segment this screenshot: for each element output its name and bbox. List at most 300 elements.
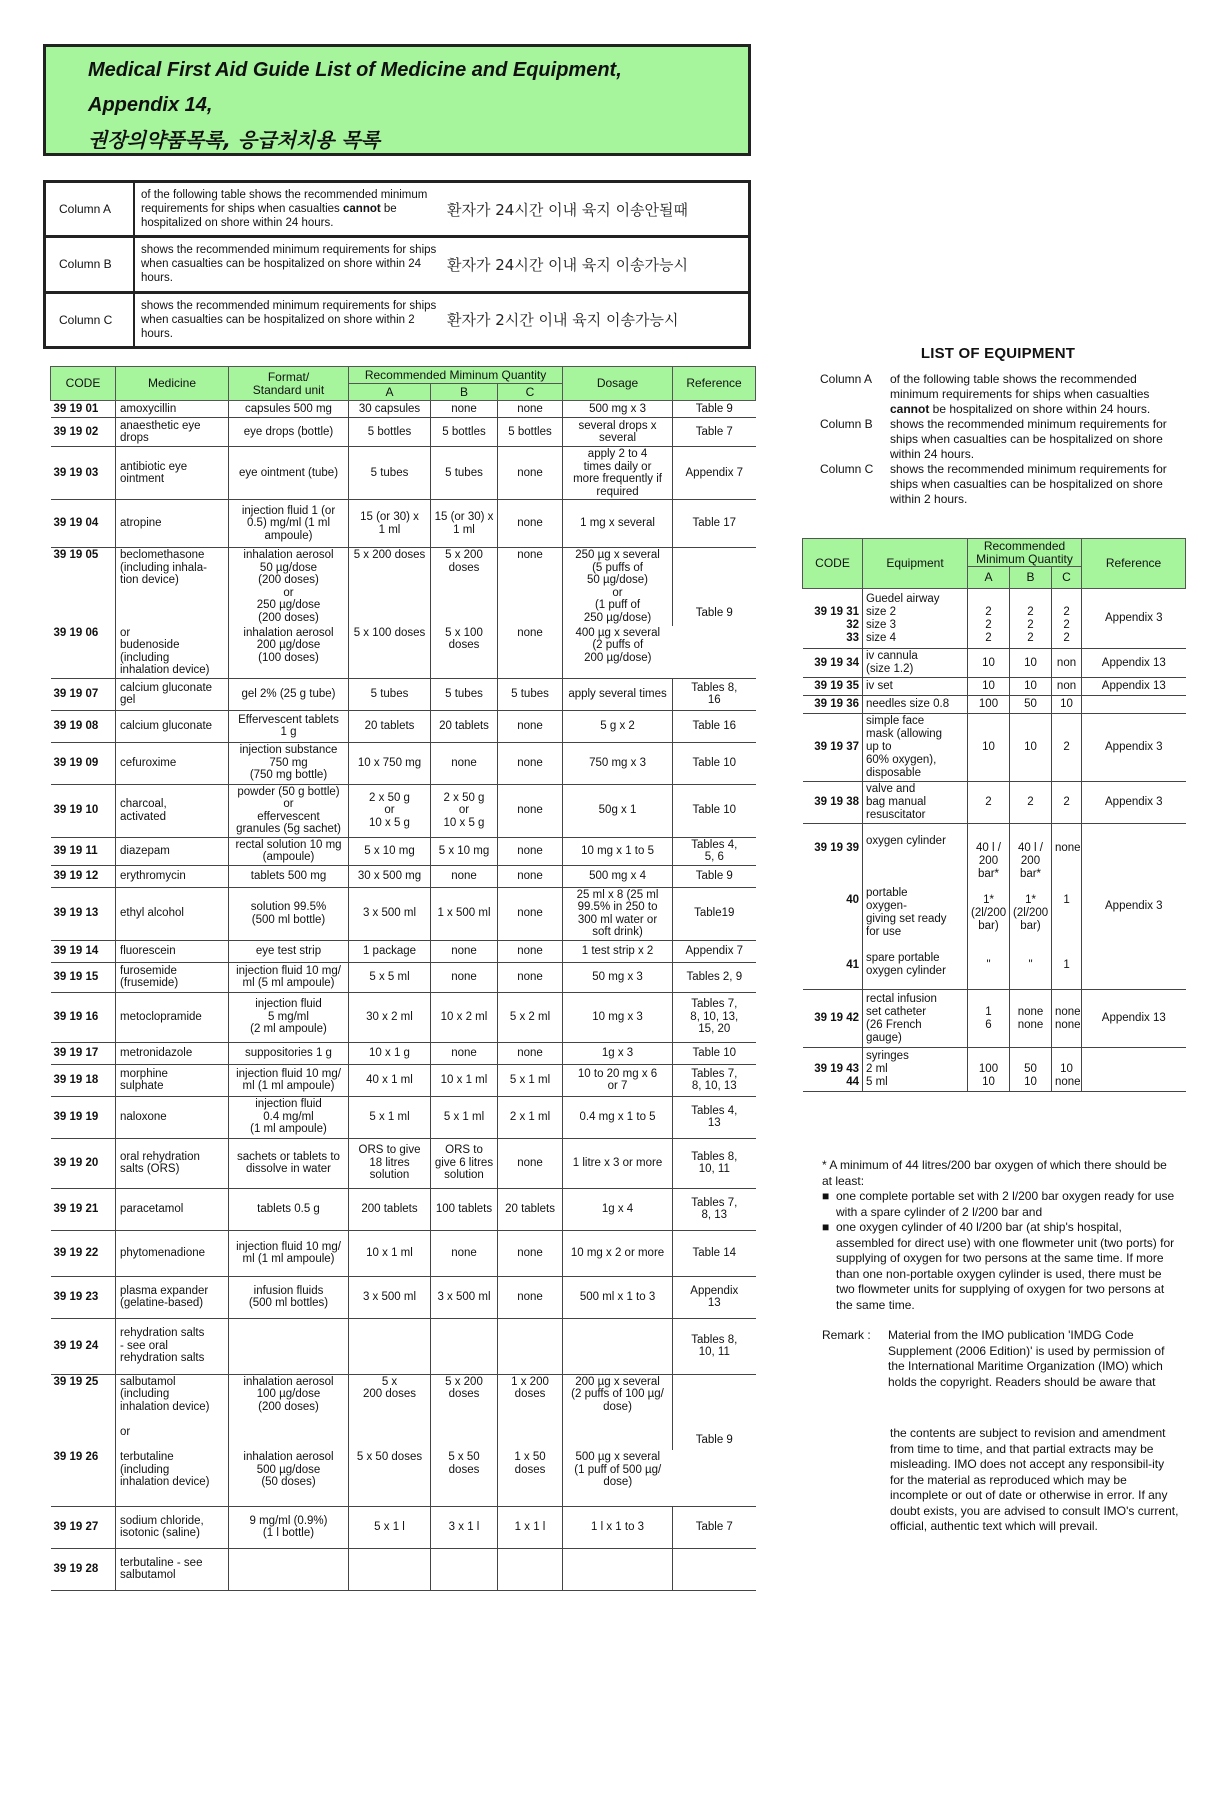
equipment-reference: Appendix 3 bbox=[1082, 782, 1186, 824]
medicine-row bbox=[51, 887, 756, 940]
equipment-quantity-a: 10 bbox=[968, 649, 1010, 678]
medicine-reference: Table 14 bbox=[673, 1230, 756, 1276]
medicine-name: charcoal, activated bbox=[116, 784, 229, 837]
medicine-row bbox=[51, 1276, 756, 1318]
medicine-reference: Tables 4, 5, 6 bbox=[673, 837, 756, 865]
legend-label: Column A bbox=[45, 182, 135, 237]
quantity-b: 5 x 200 doses bbox=[431, 548, 498, 626]
equipment-row bbox=[803, 1048, 1186, 1092]
equipment-row bbox=[803, 696, 1186, 714]
medicine-row bbox=[51, 865, 756, 887]
equipment-name: rectal infusion set catheter (26 French gauge) bbox=[863, 990, 968, 1048]
equipment-code: 39 19 37 bbox=[803, 714, 863, 782]
medicine-reference: Appendix 7 bbox=[673, 940, 756, 962]
quantity-c: 5 tubes bbox=[498, 678, 563, 710]
medicine-dosage: 10 to 20 mg x 6 or 7 bbox=[563, 1064, 673, 1096]
equipment-quantity-a: 1 6 bbox=[968, 990, 1010, 1048]
equipment-table bbox=[802, 538, 1186, 1092]
medicine-row bbox=[51, 1230, 756, 1276]
equipment-title: LIST OF EQUIPMENT bbox=[920, 345, 1076, 362]
quantity-c: none bbox=[498, 1042, 563, 1064]
quantity-c: none bbox=[498, 865, 563, 887]
medicine-format: infusion fluids (500 ml bottles) bbox=[229, 1276, 349, 1318]
medicine-code: 39 19 23 bbox=[51, 1276, 116, 1318]
quantity-a: 30 x 2 ml bbox=[349, 992, 431, 1042]
equipment-code: 39 19 39 40 41 bbox=[803, 824, 863, 990]
medicine-code: 39 19 22 bbox=[51, 1230, 116, 1276]
medicine-format: injection fluid 1 (or 0.5) mg/ml (1 ml ampoule) bbox=[229, 500, 349, 548]
medicine-code: 39 19 27 bbox=[51, 1506, 116, 1548]
quantity-a: 5 x 50 doses bbox=[349, 1450, 431, 1506]
page-title-line-1: Medical First Aid Guide List of Medicine and Equipment, bbox=[88, 59, 622, 81]
medicine-name: amoxycillin bbox=[116, 401, 229, 418]
quantity-b: 5 x 10 mg bbox=[431, 837, 498, 865]
equipment-quantity-c: none 1 1 bbox=[1052, 824, 1082, 990]
quantity-b: 100 tablets bbox=[431, 1188, 498, 1230]
header-format: Format/ Standard unit bbox=[229, 367, 349, 401]
medicine-dosage: 0.4 mg x 1 to 5 bbox=[563, 1096, 673, 1138]
medicine-reference: Appendix 13 bbox=[673, 1276, 756, 1318]
quantity-b: none bbox=[431, 742, 498, 784]
medicine-row bbox=[51, 992, 756, 1042]
medicine-code: 39 19 06 bbox=[51, 626, 116, 679]
equipment-row bbox=[803, 824, 1186, 990]
medicine-name: rehydration salts - see oral rehydration salts bbox=[116, 1318, 229, 1374]
medicine-format: injection fluid 10 mg/ ml (5 ml ampoule) bbox=[229, 962, 349, 992]
legend-row bbox=[45, 182, 750, 237]
equipment-name: simple face mask (allowing up to 60% oxygen), disposable bbox=[863, 714, 968, 782]
equipment-legend-label: Column C bbox=[820, 462, 874, 476]
equipment-quantity-b: 2 2 2 bbox=[1010, 589, 1052, 649]
medicine-name: terbutaline (including inhalation device) bbox=[116, 1450, 229, 1506]
medicine-format: injection fluid 5 mg/ml (2 ml ampoule) bbox=[229, 992, 349, 1042]
quantity-c: 5 x 2 ml bbox=[498, 992, 563, 1042]
equipment-reference: Appendix 13 bbox=[1082, 649, 1186, 678]
equipment-name: iv cannula (size 1.2) bbox=[863, 649, 968, 678]
equipment-legend-text: shows the recommended minimum requirements for ships when casualties can be hospitalized on shore within 24 hours. bbox=[890, 417, 1167, 461]
medicine-row bbox=[51, 447, 756, 500]
header-reference: Reference bbox=[673, 367, 756, 401]
legend-korean: 환자가 24시간 이내 육지 이송가능시 bbox=[441, 237, 750, 292]
equipment-legend-text: shows the recommended minimum requirements for ships when casualties can be hospitalized on shore within 2 hours. bbox=[890, 462, 1167, 506]
eq-header-a: A bbox=[968, 567, 1010, 589]
medicine-code: 39 19 15 bbox=[51, 962, 116, 992]
equipment-reference: Appendix 3 bbox=[1082, 824, 1186, 990]
medicine-dosage bbox=[563, 1548, 673, 1590]
medicine-reference: Appendix 7 bbox=[673, 447, 756, 500]
medicine-name: oral rehydration salts (ORS) bbox=[116, 1138, 229, 1188]
quantity-c: 5 bottles bbox=[498, 418, 563, 447]
legend-row bbox=[45, 237, 750, 292]
quantity-b: 5 x 200 doses bbox=[431, 1374, 498, 1450]
quantity-b: 2 x 50 g or 10 x 5 g bbox=[431, 784, 498, 837]
quantity-b: 3 x 1 l bbox=[431, 1506, 498, 1548]
equipment-quantity-c: 10 none bbox=[1052, 1048, 1082, 1092]
quantity-c: none bbox=[498, 784, 563, 837]
medicine-dosage: 200 µg x several (2 puffs of 100 µg/ dose) bbox=[563, 1374, 673, 1450]
medicine-format: gel 2% (25 g tube) bbox=[229, 678, 349, 710]
medicine-dosage: apply several times bbox=[563, 678, 673, 710]
quantity-c: none bbox=[498, 962, 563, 992]
quantity-a: 5 x 1 ml bbox=[349, 1096, 431, 1138]
quantity-a: 5 x 1 l bbox=[349, 1506, 431, 1548]
equipment-name: valve and bag manual resuscitator bbox=[863, 782, 968, 824]
medicine-reference: Tables 7, 8, 13 bbox=[673, 1188, 756, 1230]
equipment-legend bbox=[820, 372, 1175, 507]
quantity-c: none bbox=[498, 1138, 563, 1188]
equipment-quantity-b: 2 bbox=[1010, 782, 1052, 824]
oxygen-note-bullet bbox=[822, 1189, 1177, 1220]
medicine-code: 39 19 18 bbox=[51, 1064, 116, 1096]
medicine-code: 39 19 24 bbox=[51, 1318, 116, 1374]
medicine-row bbox=[51, 1548, 756, 1590]
medicine-code: 39 19 21 bbox=[51, 1188, 116, 1230]
equipment-code: 39 19 36 bbox=[803, 696, 863, 714]
quantity-c: 20 tablets bbox=[498, 1188, 563, 1230]
medicine-reference: Tables 4, 13 bbox=[673, 1096, 756, 1138]
medicine-name: or budenoside (including inhalation device) bbox=[116, 626, 229, 679]
medicine-name: salbutamol (including inhalation device) or bbox=[116, 1374, 229, 1450]
medicine-code: 39 19 02 bbox=[51, 418, 116, 447]
equipment-quantity-b: 40 l / 200 bar* 1* (2l/200 bar) " bbox=[1010, 824, 1052, 990]
page-title-line-2: Appendix 14, bbox=[88, 94, 213, 116]
medicine-name: furosemide (frusemide) bbox=[116, 962, 229, 992]
quantity-b bbox=[431, 1318, 498, 1374]
equipment-quantity-a: 10 bbox=[968, 714, 1010, 782]
legend-label: Column B bbox=[45, 237, 135, 292]
medicine-name: fluorescein bbox=[116, 940, 229, 962]
medicine-reference: Table 7 bbox=[673, 1506, 756, 1548]
remark-label: Remark : bbox=[822, 1328, 871, 1342]
medicine-dosage: 50 mg x 3 bbox=[563, 962, 673, 992]
equipment-legend-row bbox=[820, 417, 1175, 462]
quantity-c: none bbox=[498, 1276, 563, 1318]
medicine-dosage: 1 l x 1 to 3 bbox=[563, 1506, 673, 1548]
equipment-quantity-b: 50 bbox=[1010, 696, 1052, 714]
eq-header-recommended: Recommended Minimum Quantity bbox=[968, 539, 1082, 567]
medicine-name: erythromycin bbox=[116, 865, 229, 887]
quantity-a: 15 (or 30) x 1 ml bbox=[349, 500, 431, 548]
medicine-dosage: 750 mg x 3 bbox=[563, 742, 673, 784]
medicine-format: capsules 500 mg bbox=[229, 401, 349, 418]
quantity-b bbox=[431, 1548, 498, 1590]
quantity-c: none bbox=[498, 710, 563, 742]
equipment-legend-label: Column B bbox=[820, 417, 873, 431]
medicine-row bbox=[51, 418, 756, 447]
medicine-dosage: 500 ml x 1 to 3 bbox=[563, 1276, 673, 1318]
quantity-b: 20 tablets bbox=[431, 710, 498, 742]
legend-text: shows the recommended minimum requirements for ships when casualties can be hospitalized on shore within 2 hours. bbox=[141, 299, 437, 340]
quantity-b: 1 x 500 ml bbox=[431, 887, 498, 940]
medicine-format: Effervescent tablets 1 g bbox=[229, 710, 349, 742]
quantity-a: 40 x 1 ml bbox=[349, 1064, 431, 1096]
quantity-c: none bbox=[498, 887, 563, 940]
quantity-a: 5 x 10 mg bbox=[349, 837, 431, 865]
eq-header-reference: Reference bbox=[1082, 539, 1186, 589]
quantity-b: none bbox=[431, 1230, 498, 1276]
equipment-code: 39 19 35 bbox=[803, 678, 863, 696]
medicine-format: eye ointment (tube) bbox=[229, 447, 349, 500]
quantity-b: 5 x 1 ml bbox=[431, 1096, 498, 1138]
oxygen-note-star: * A minimum of 44 litres/200 bar oxygen of which there should be at least: bbox=[822, 1158, 1167, 1188]
medicine-row bbox=[51, 1450, 756, 1506]
medicine-format: injection fluid 10 mg/ ml (1 ml ampoule) bbox=[229, 1230, 349, 1276]
quantity-a: 2 x 50 g or 10 x 5 g bbox=[349, 784, 431, 837]
medicine-row bbox=[51, 548, 756, 626]
quantity-c: 1 x 200 doses bbox=[498, 1374, 563, 1450]
header-c: C bbox=[498, 384, 563, 401]
header-a: A bbox=[349, 384, 431, 401]
quantity-c: none bbox=[498, 1230, 563, 1276]
quantity-c bbox=[498, 1318, 563, 1374]
medicine-dosage: 1 litre x 3 or more bbox=[563, 1138, 673, 1188]
page-title-box bbox=[43, 44, 751, 156]
medicine-row bbox=[51, 940, 756, 962]
quantity-a: 10 x 1 ml bbox=[349, 1230, 431, 1276]
quantity-a: 5 bottles bbox=[349, 418, 431, 447]
header-medicine: Medicine bbox=[116, 367, 229, 401]
medicine-reference: Table 9 bbox=[673, 1374, 756, 1506]
medicine-reference: Table 7 bbox=[673, 418, 756, 447]
medicine-reference: Table 10 bbox=[673, 1042, 756, 1064]
medicine-dosage: 5 g x 2 bbox=[563, 710, 673, 742]
eq-header-equipment: Equipment bbox=[863, 539, 968, 589]
equipment-quantity-c: non bbox=[1052, 678, 1082, 696]
oxygen-notes bbox=[822, 1158, 1177, 1313]
medicine-format: injection fluid 0.4 mg/ml (1 ml ampoule) bbox=[229, 1096, 349, 1138]
medicine-code: 39 19 28 bbox=[51, 1548, 116, 1590]
header-b: B bbox=[431, 384, 498, 401]
equipment-quantity-b: 10 bbox=[1010, 714, 1052, 782]
medicine-reference: Tables 7, 8, 10, 13 bbox=[673, 1064, 756, 1096]
medicine-row bbox=[51, 1138, 756, 1188]
equipment-reference bbox=[1082, 1048, 1186, 1092]
medicine-code: 39 19 13 bbox=[51, 887, 116, 940]
medicine-reference: Tables 8, 16 bbox=[673, 678, 756, 710]
quantity-a: ORS to give 18 litres solution bbox=[349, 1138, 431, 1188]
medicine-code: 39 19 08 bbox=[51, 710, 116, 742]
medicine-dosage: apply 2 to 4 times daily or more frequently if required bbox=[563, 447, 673, 500]
medicine-name: metronidazole bbox=[116, 1042, 229, 1064]
equipment-code: 39 19 42 bbox=[803, 990, 863, 1048]
quantity-a: 5 x 200 doses bbox=[349, 548, 431, 626]
equipment-code: 39 19 34 bbox=[803, 649, 863, 678]
equipment-quantity-c: 2 bbox=[1052, 782, 1082, 824]
quantity-a: 10 x 1 g bbox=[349, 1042, 431, 1064]
equipment-name: Guedel airway size 2 size 3 size 4 bbox=[863, 589, 968, 649]
quantity-c: 5 x 1 ml bbox=[498, 1064, 563, 1096]
medicine-format: tablets 500 mg bbox=[229, 865, 349, 887]
quantity-a bbox=[349, 1318, 431, 1374]
medicine-code: 39 19 26 bbox=[51, 1450, 116, 1506]
equipment-legend-row bbox=[820, 462, 1175, 507]
eq-header-code: CODE bbox=[803, 539, 863, 589]
medicine-dosage: several drops x several bbox=[563, 418, 673, 447]
medicine-name: atropine bbox=[116, 500, 229, 548]
quantity-b: none bbox=[431, 940, 498, 962]
medicine-reference: Tables 8, 10, 11 bbox=[673, 1318, 756, 1374]
medicine-code: 39 19 03 bbox=[51, 447, 116, 500]
medicine-dosage: 50g x 1 bbox=[563, 784, 673, 837]
equipment-row bbox=[803, 589, 1186, 649]
medicine-dosage: 500 µg x several (1 puff of 500 µg/ dose) bbox=[563, 1450, 673, 1506]
equipment-quantity-c: 2 bbox=[1052, 714, 1082, 782]
equipment-name: needles size 0.8 bbox=[863, 696, 968, 714]
medicine-name: diazepam bbox=[116, 837, 229, 865]
quantity-c: 2 x 1 ml bbox=[498, 1096, 563, 1138]
medicine-format: inhalation aerosol 100 µg/dose (200 doses) bbox=[229, 1374, 349, 1450]
eq-header-c: C bbox=[1052, 567, 1082, 589]
equipment-reference: Appendix 13 bbox=[1082, 678, 1186, 696]
medicine-format: powder (50 g bottle) or effervescent granules (5g sachet) bbox=[229, 784, 349, 837]
medicine-row bbox=[51, 962, 756, 992]
medicine-name: terbutaline - see salbutamol bbox=[116, 1548, 229, 1590]
medicine-code: 39 19 16 bbox=[51, 992, 116, 1042]
medicine-dosage: 500 mg x 4 bbox=[563, 865, 673, 887]
remark bbox=[822, 1328, 1182, 1390]
medicine-row bbox=[51, 710, 756, 742]
equipment-reference: Appendix 3 bbox=[1082, 589, 1186, 649]
quantity-b: 5 tubes bbox=[431, 678, 498, 710]
equipment-quantity-c: none none bbox=[1052, 990, 1082, 1048]
equipment-quantity-c: 2 2 2 bbox=[1052, 589, 1082, 649]
medicine-format: eye drops (bottle) bbox=[229, 418, 349, 447]
quantity-a: 5 x 100 doses bbox=[349, 626, 431, 679]
page-title-line-3: 권장의약품목록, 응급처치용 목록 bbox=[88, 128, 381, 152]
medicine-format: eye test strip bbox=[229, 940, 349, 962]
quantity-a: 5 tubes bbox=[349, 447, 431, 500]
medicine-format bbox=[229, 1318, 349, 1374]
medicine-name: ethyl alcohol bbox=[116, 887, 229, 940]
medicine-code: 39 19 05 bbox=[51, 548, 116, 626]
medicine-row bbox=[51, 1318, 756, 1374]
equipment-row bbox=[803, 714, 1186, 782]
medicine-code: 39 19 01 bbox=[51, 401, 116, 418]
medicine-reference: Table 9 bbox=[673, 548, 756, 679]
quantity-a: 30 capsules bbox=[349, 401, 431, 418]
medicine-table bbox=[50, 366, 756, 1591]
quantity-a: 1 package bbox=[349, 940, 431, 962]
column-legend bbox=[43, 180, 751, 349]
medicine-format: solution 99.5% (500 ml bottle) bbox=[229, 887, 349, 940]
medicine-reference: Table 10 bbox=[673, 742, 756, 784]
eq-header-b: B bbox=[1010, 567, 1052, 589]
medicine-row bbox=[51, 1064, 756, 1096]
quantity-b: 5 bottles bbox=[431, 418, 498, 447]
quantity-b: none bbox=[431, 1042, 498, 1064]
legend-label: Column C bbox=[45, 292, 135, 347]
legend-text: shows the recommended minimum requirements for ships when casualties can be hospitalized on shore within 24 hours. bbox=[134, 237, 441, 292]
quantity-a: 10 x 750 mg bbox=[349, 742, 431, 784]
medicine-row bbox=[51, 626, 756, 679]
quantity-b: 3 x 500 ml bbox=[431, 1276, 498, 1318]
medicine-dosage: 25 ml x 8 (25 ml 99.5% in 250 to 300 ml water or soft drink) bbox=[563, 887, 673, 940]
legend-text: of the following table shows the recommended minimum requirements for ships when casualties cannot be hospitalized on shore within 24 hours. bbox=[134, 182, 441, 237]
medicine-dosage bbox=[563, 1318, 673, 1374]
medicine-reference bbox=[673, 1548, 756, 1590]
quantity-a: 30 x 500 mg bbox=[349, 865, 431, 887]
medicine-name: naloxone bbox=[116, 1096, 229, 1138]
equipment-legend-row bbox=[820, 372, 1175, 417]
equipment-name: syringes 2 ml 5 ml bbox=[863, 1048, 968, 1092]
medicine-reference: Table 9 bbox=[673, 865, 756, 887]
medicine-row bbox=[51, 1188, 756, 1230]
medicine-row bbox=[51, 1096, 756, 1138]
equipment-quantity-a: 2 bbox=[968, 782, 1010, 824]
quantity-b: 15 (or 30) x 1 ml bbox=[431, 500, 498, 548]
medicine-code: 39 19 19 bbox=[51, 1096, 116, 1138]
medicine-name: metoclopramide bbox=[116, 992, 229, 1042]
oxygen-note-bullet-text: one complete portable set with 2 l/200 bar oxygen ready for use with a spare cylinder of 2 l/200 bar and bbox=[836, 1189, 1175, 1219]
quantity-b: ORS to give 6 litres solution bbox=[431, 1138, 498, 1188]
medicine-row bbox=[51, 784, 756, 837]
quantity-a: 3 x 500 ml bbox=[349, 1276, 431, 1318]
medicine-code: 39 19 14 bbox=[51, 940, 116, 962]
medicine-name: antibiotic eye ointment bbox=[116, 447, 229, 500]
medicine-dosage: 1 mg x several bbox=[563, 500, 673, 548]
medicine-name: phytomenadione bbox=[116, 1230, 229, 1276]
medicine-row bbox=[51, 742, 756, 784]
quantity-c: none bbox=[498, 837, 563, 865]
equipment-quantity-b: 50 10 bbox=[1010, 1048, 1052, 1092]
quantity-b: 5 x 100 doses bbox=[431, 626, 498, 679]
equipment-row bbox=[803, 678, 1186, 696]
quantity-a bbox=[349, 1548, 431, 1590]
medicine-format: inhalation aerosol 500 µg/dose (50 doses) bbox=[229, 1450, 349, 1506]
equipment-quantity-b: 10 bbox=[1010, 678, 1052, 696]
medicine-format bbox=[229, 1548, 349, 1590]
medicine-reference: Table19 bbox=[673, 887, 756, 940]
medicine-format: injection substance 750 mg (750 mg bottle) bbox=[229, 742, 349, 784]
remark-text-2: the contents are subject to revision and amendment from time to time, and that partial extracts may be misleading. IMO does not accept any responsibil-ity for the material as reproduced which may be incomplete or out of date or otherwise in error. If any doubt exists, you are advised to consult IMO's current, official, authentic text which will prevail. bbox=[890, 1426, 1179, 1533]
medicine-row bbox=[51, 401, 756, 418]
quantity-b: 5 x 50 doses bbox=[431, 1450, 498, 1506]
medicine-reference: Table 10 bbox=[673, 784, 756, 837]
equipment-reference: Appendix 3 bbox=[1082, 714, 1186, 782]
quantity-a: 5 x 5 ml bbox=[349, 962, 431, 992]
medicine-row bbox=[51, 1374, 756, 1450]
equipment-quantity-a: 10 bbox=[968, 678, 1010, 696]
quantity-c bbox=[498, 1548, 563, 1590]
legend-korean: 환자가 24시간 이내 육지 이송안될때 bbox=[441, 182, 750, 237]
header-dosage: Dosage bbox=[563, 367, 673, 401]
quantity-c: none bbox=[498, 742, 563, 784]
medicine-row bbox=[51, 1506, 756, 1548]
medicine-format: sachets or tablets to dissolve in water bbox=[229, 1138, 349, 1188]
quantity-b: 10 x 1 ml bbox=[431, 1064, 498, 1096]
quantity-c: none bbox=[498, 401, 563, 418]
remark-text-1: Material from the IMO publication 'IMDG Code Supplement (2006 Edition)' is used by permission of the International Maritime Organization (IMO) which holds the copyright. Readers should be aware that bbox=[888, 1328, 1165, 1389]
equipment-quantity-c: 10 bbox=[1052, 696, 1082, 714]
equipment-quantity-a: 100 10 bbox=[968, 1048, 1010, 1092]
medicine-reference: Table 16 bbox=[673, 710, 756, 742]
medicine-code: 39 19 17 bbox=[51, 1042, 116, 1064]
medicine-reference: Table 9 bbox=[673, 401, 756, 418]
medicine-code: 39 19 20 bbox=[51, 1138, 116, 1188]
medicine-name: paracetamol bbox=[116, 1188, 229, 1230]
quantity-c: none bbox=[498, 500, 563, 548]
equipment-quantity-c: non bbox=[1052, 649, 1082, 678]
medicine-name: cefuroxime bbox=[116, 742, 229, 784]
medicine-name: beclomethasone (including inhala- tion device) bbox=[116, 548, 229, 626]
equipment-reference: Appendix 13 bbox=[1082, 990, 1186, 1048]
medicine-dosage: 400 µg x several (2 puffs of 200 µg/dose) bbox=[563, 626, 673, 679]
quantity-b: 10 x 2 ml bbox=[431, 992, 498, 1042]
legend-row bbox=[45, 292, 750, 347]
equipment-quantity-a: 40 l / 200 bar* 1* (2l/200 bar) " bbox=[968, 824, 1010, 990]
quantity-a: 3 x 500 ml bbox=[349, 887, 431, 940]
quantity-b: none bbox=[431, 401, 498, 418]
